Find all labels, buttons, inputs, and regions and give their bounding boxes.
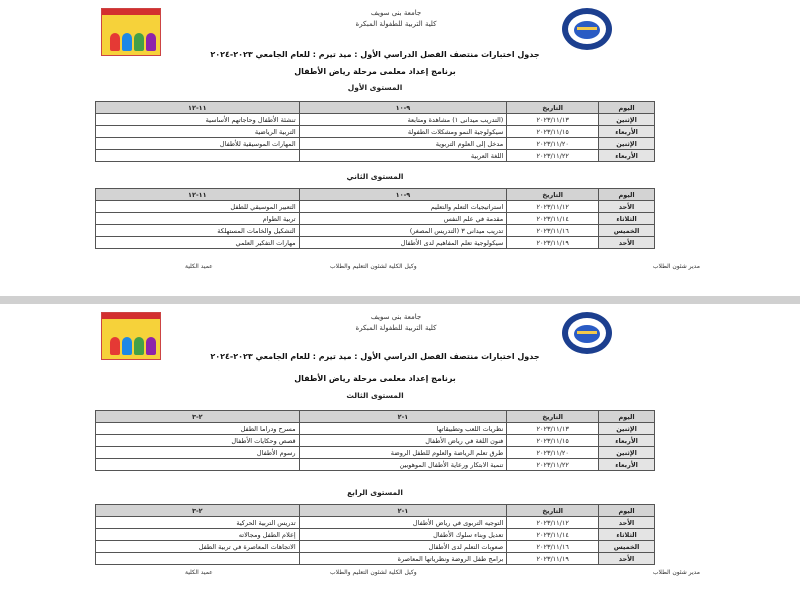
date-cell: ٢٠٢٣/١١/٢٠ bbox=[507, 138, 599, 150]
date-cell: ٢٠٢٣/١١/٢٢ bbox=[507, 150, 599, 162]
subject-cell: الاتجاهات المعاصرة في تربية الطفل bbox=[96, 541, 300, 553]
subject-cell: سيكولوجية النمو ومشكلات الطفولة bbox=[299, 126, 507, 138]
header-day: اليوم bbox=[599, 102, 655, 114]
date-cell: ٢٠٢٣/١١/١٩ bbox=[507, 553, 599, 565]
program-title: برنامج إعداد معلمى مرحلة رياض الأطفال bbox=[294, 67, 456, 76]
table-row bbox=[96, 553, 655, 565]
university-name: جامعة بنى سويف bbox=[370, 9, 422, 17]
table-row bbox=[96, 423, 655, 435]
table-row bbox=[96, 225, 655, 237]
subject-cell: تدريس التربية الحركية bbox=[96, 517, 300, 529]
subject-cell: تعديل وبناء سلوك الأطفال bbox=[299, 529, 507, 541]
signature-vice-dean: وكيل الكلية لشئون التعليم والطلاب bbox=[330, 569, 417, 576]
subject-cell: (التدريب ميدانى ١) مشاهدة ومتابعة bbox=[299, 114, 507, 126]
subject-cell: استراتيجيات التعلم والتعليم bbox=[299, 201, 507, 213]
date-cell: ٢٠٢٣/١١/٢٢ bbox=[507, 459, 599, 471]
day-cell: الإثنين bbox=[599, 114, 655, 126]
date-cell: ٢٠٢٣/١١/١٣ bbox=[507, 423, 599, 435]
date-cell: ٢٠٢٣/١١/١٩ bbox=[507, 237, 599, 249]
subject-cell: رسوم الأطفال bbox=[96, 447, 300, 459]
header-day: اليوم bbox=[599, 505, 655, 517]
subject-cell: مقدمة في علم النفس bbox=[299, 213, 507, 225]
subject-cell: سيكولوجية تعلم المفاهيم لدى الأطفال bbox=[299, 237, 507, 249]
schedule-table bbox=[95, 101, 655, 162]
subject-cell: مسرح ودراما الطفل bbox=[96, 423, 300, 435]
header-period-2: ٢-٣ bbox=[96, 505, 300, 517]
table-row bbox=[96, 541, 655, 553]
subject-cell: صعوبات التعلم لدى الأطفال bbox=[299, 541, 507, 553]
day-cell: الأحد bbox=[599, 201, 655, 213]
header-date: التاريخ bbox=[507, 505, 599, 517]
document-page-2 bbox=[0, 304, 800, 600]
level-title: المستوى الأول bbox=[347, 83, 403, 92]
table-row bbox=[96, 447, 655, 459]
subject-cell: التوجيه التربوى في رياض الأطفال bbox=[299, 517, 507, 529]
header-date: التاريخ bbox=[507, 411, 599, 423]
subject-cell: طرق تعلم الرياضة والعلوم للطفل الروضة bbox=[299, 447, 507, 459]
day-cell: الأربعاء bbox=[599, 459, 655, 471]
exam-schedule-title: جدول اختبارات منتصف الفصل الدراسي الأول : ميد تيرم : للعام الجامعي ٢٠٢٣-٢٠٢٤ bbox=[210, 352, 540, 361]
date-cell: ٢٠٢٣/١١/١٦ bbox=[507, 225, 599, 237]
university-logo bbox=[560, 310, 614, 356]
header-period-2: ٢-٣ bbox=[96, 411, 300, 423]
signature-vice-dean: وكيل الكلية لشئون التعليم والطلاب bbox=[330, 263, 417, 270]
signature-student-affairs: مدير شئون الطلاب bbox=[652, 569, 700, 576]
university-header bbox=[326, 312, 466, 334]
table-row bbox=[96, 126, 655, 138]
table-row bbox=[96, 201, 655, 213]
header-day: اليوم bbox=[599, 411, 655, 423]
level-title: المستوى الرابع bbox=[347, 488, 403, 497]
header-date: التاريخ bbox=[507, 102, 599, 114]
header-period-2: ١١-١٢ bbox=[96, 189, 300, 201]
subject-cell: نظريات اللعب وتطبيقاتها bbox=[299, 423, 507, 435]
day-cell: الثلاثاء bbox=[599, 213, 655, 225]
subject-cell bbox=[96, 150, 300, 162]
schedule-table bbox=[95, 410, 655, 471]
subject-cell: اللغة العربية bbox=[299, 150, 507, 162]
subject-cell: برامج طفل الروضة ونظرياتها المعاصرة bbox=[299, 553, 507, 565]
university-logo bbox=[560, 6, 614, 52]
subject-cell: تنشئة الأطفال وحاجاتهم الأساسية bbox=[96, 114, 300, 126]
date-cell: ٢٠٢٣/١١/١٤ bbox=[507, 213, 599, 225]
table-row bbox=[96, 114, 655, 126]
subject-cell: التربية الرياضية bbox=[96, 126, 300, 138]
signature-dean: عميد الكلية bbox=[185, 569, 213, 576]
header-period-1: ٩-١٠ bbox=[299, 189, 507, 201]
table-row bbox=[96, 150, 655, 162]
signature-student-affairs: مدير شئون الطلاب bbox=[652, 263, 700, 270]
table-row bbox=[96, 529, 655, 541]
table-row bbox=[96, 213, 655, 225]
date-cell: ٢٠٢٣/١١/١٣ bbox=[507, 114, 599, 126]
day-cell: الخميس bbox=[599, 541, 655, 553]
day-cell: الأربعاء bbox=[599, 126, 655, 138]
date-cell: ٢٠٢٣/١١/١٤ bbox=[507, 529, 599, 541]
subject-cell: تدريب ميدانى ٣ (التدريس المصغر) bbox=[299, 225, 507, 237]
header-period-2: ١١-١٢ bbox=[96, 102, 300, 114]
day-cell: الثلاثاء bbox=[599, 529, 655, 541]
day-cell: الأحد bbox=[599, 517, 655, 529]
faculty-name: كلية التربية للطفولة المبكرة bbox=[355, 20, 437, 28]
day-cell: الإثنين bbox=[599, 447, 655, 459]
table-row bbox=[96, 237, 655, 249]
table-row bbox=[96, 138, 655, 150]
day-cell: الإثنين bbox=[599, 138, 655, 150]
subject-cell: قصص وحكايات الأطفال bbox=[96, 435, 300, 447]
subject-cell: المهارات الموسيقية للأطفال bbox=[96, 138, 300, 150]
subject-cell: مهارات التفكير العلمي bbox=[96, 237, 300, 249]
subject-cell: تربية الطوام bbox=[96, 213, 300, 225]
subject-cell: إعلام الطفل ومجالاته bbox=[96, 529, 300, 541]
table-row bbox=[96, 517, 655, 529]
day-cell: الأحد bbox=[599, 237, 655, 249]
header-date: التاريخ bbox=[507, 189, 599, 201]
subject-cell bbox=[96, 553, 300, 565]
schedule-table bbox=[95, 504, 655, 565]
table-header-row bbox=[96, 189, 655, 201]
exam-schedule-title: جدول اختبارات منتصف الفصل الدراسي الأول : ميد تيرم : للعام الجامعي ٢٠٢٣-٢٠٢٤ bbox=[210, 50, 540, 59]
table-header-row bbox=[96, 411, 655, 423]
day-cell: الأربعاء bbox=[599, 435, 655, 447]
date-cell: ٢٠٢٣/١١/١٦ bbox=[507, 541, 599, 553]
subject-cell: مدخل إلى العلوم التربوية bbox=[299, 138, 507, 150]
day-cell: الخميس bbox=[599, 225, 655, 237]
table-header-row bbox=[96, 102, 655, 114]
header-period-1: ٩-١٠ bbox=[299, 102, 507, 114]
date-cell: ٢٠٢٣/١١/١٢ bbox=[507, 517, 599, 529]
signature-dean: عميد الكلية bbox=[185, 263, 213, 270]
subject-cell bbox=[96, 459, 300, 471]
date-cell: ٢٠٢٣/١١/١٢ bbox=[507, 201, 599, 213]
university-header bbox=[326, 8, 466, 30]
subject-cell: التعبير الموسيقي للطفل bbox=[96, 201, 300, 213]
day-cell: الأربعاء bbox=[599, 150, 655, 162]
table-header-row bbox=[96, 505, 655, 517]
level-title: المستوى الثاني bbox=[346, 172, 404, 181]
header-period-1: ١-٢ bbox=[299, 505, 507, 517]
faculty-name: كلية التربية للطفولة المبكرة bbox=[355, 324, 437, 332]
day-cell: الأحد bbox=[599, 553, 655, 565]
subject-cell: تنمية الابتكار ورعاية الأطفال الموهوبين bbox=[299, 459, 507, 471]
table-row bbox=[96, 435, 655, 447]
date-cell: ٢٠٢٣/١١/١٥ bbox=[507, 435, 599, 447]
document-page-1 bbox=[0, 0, 800, 296]
schedule-table bbox=[95, 188, 655, 249]
level-title: المستوى الثالث bbox=[346, 391, 404, 400]
subject-cell: التشكيل والخامات المستهلكة bbox=[96, 225, 300, 237]
program-title: برنامج إعداد معلمى مرحلة رياض الأطفال bbox=[294, 374, 456, 383]
university-name: جامعة بنى سويف bbox=[370, 313, 422, 321]
day-cell: الإثنين bbox=[599, 423, 655, 435]
header-period-1: ١-٢ bbox=[299, 411, 507, 423]
subject-cell: فنون اللغة في رياض الأطفال bbox=[299, 435, 507, 447]
page-separator bbox=[0, 296, 800, 304]
header-day: اليوم bbox=[599, 189, 655, 201]
faculty-logo bbox=[101, 8, 161, 56]
date-cell: ٢٠٢٣/١١/٢٠ bbox=[507, 447, 599, 459]
date-cell: ٢٠٢٣/١١/١٥ bbox=[507, 126, 599, 138]
table-row bbox=[96, 459, 655, 471]
